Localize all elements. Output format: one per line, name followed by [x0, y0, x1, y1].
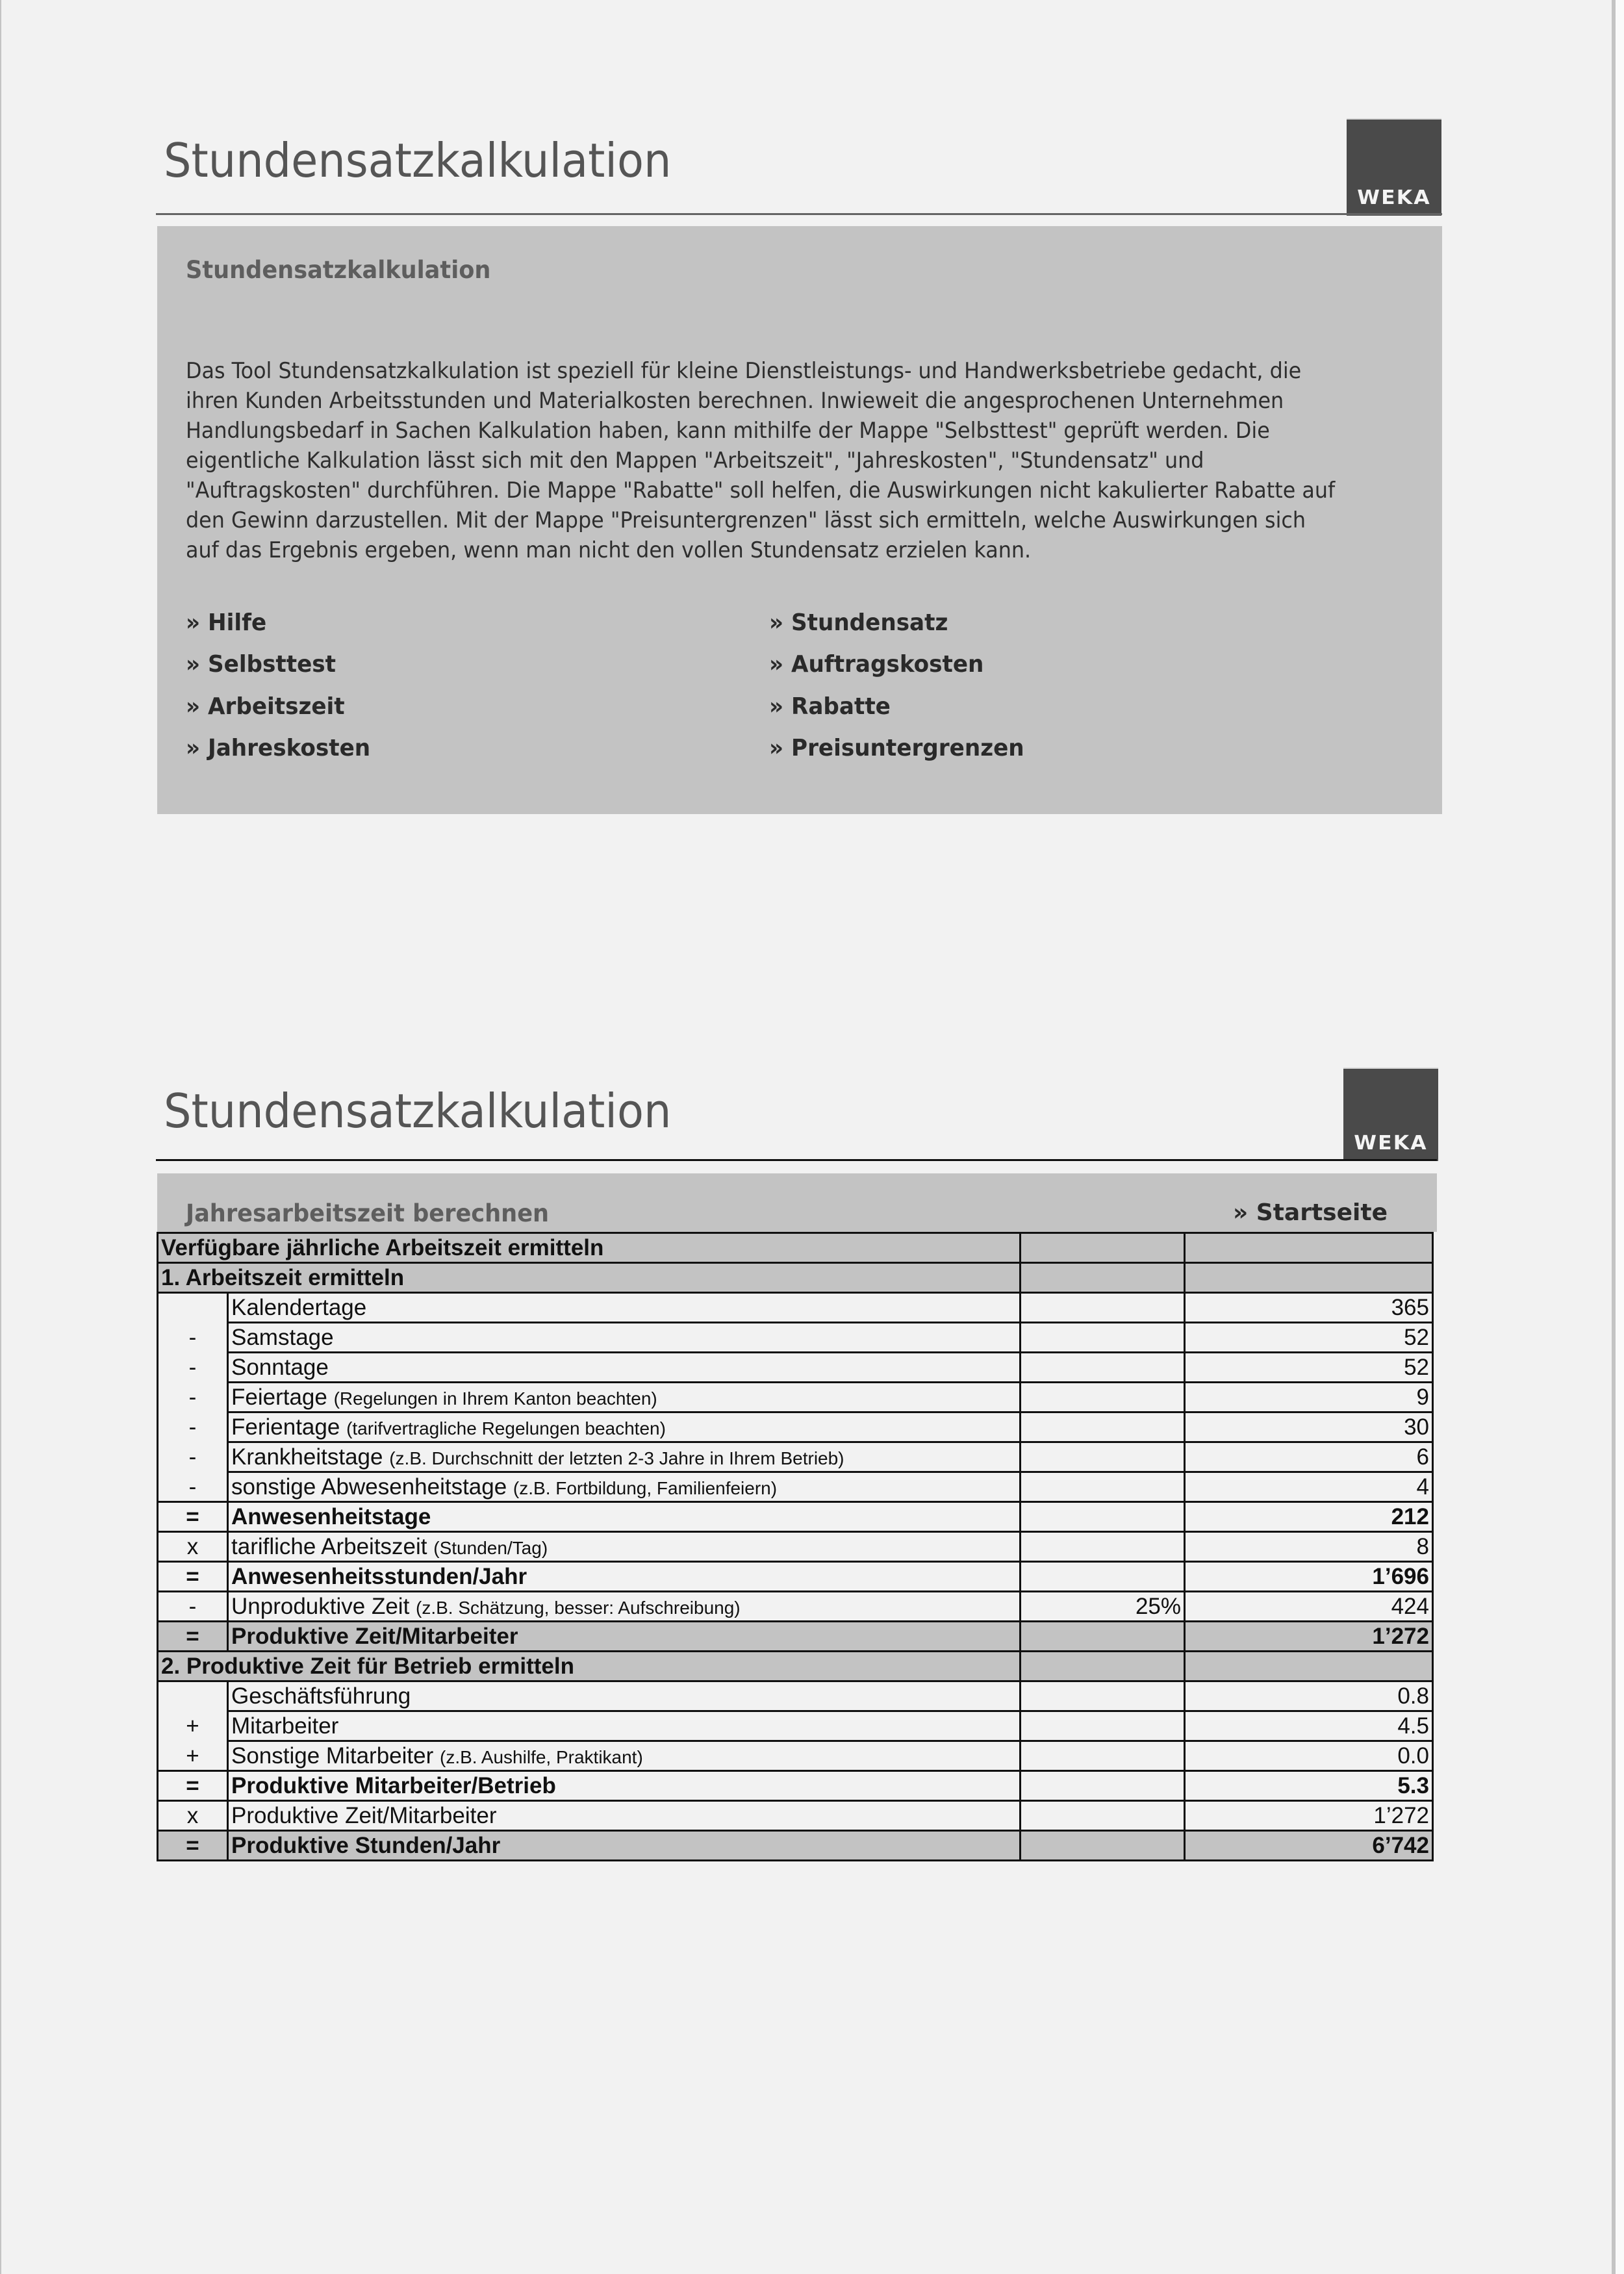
operator-cell: - — [158, 1323, 228, 1353]
percent-cell — [1021, 1442, 1185, 1472]
weka-logo-2 — [1343, 1067, 1438, 1161]
link-rabatte[interactable]: » Rabatte — [769, 693, 891, 720]
header-divider — [156, 213, 1442, 215]
label-cell — [228, 1771, 1021, 1801]
row-label: Sonntage — [231, 1354, 329, 1380]
pct-cell — [1021, 1652, 1185, 1681]
value-cell: 6’742 — [1185, 1831, 1433, 1861]
value-cell: 1’696 — [1185, 1562, 1433, 1592]
operator-cell: x — [158, 1532, 228, 1562]
percent-cell — [1021, 1771, 1185, 1801]
table-row — [158, 1622, 1433, 1652]
label-cell — [228, 1323, 1021, 1353]
row-label: tarifliche Arbeitszeit — [231, 1533, 427, 1559]
value-cell — [1185, 1652, 1433, 1681]
panel-heading: Stundensatzkalkulation — [186, 256, 491, 284]
label-cell — [228, 1741, 1021, 1771]
value-cell[interactable]: 1’272 — [1185, 1801, 1433, 1831]
row-label: Krankheitstage — [231, 1444, 383, 1470]
value-cell: 5.3 — [1185, 1771, 1433, 1801]
label-cell — [228, 1681, 1021, 1711]
value-cell — [1185, 1233, 1433, 1263]
row-note: (z.B. Durchschnitt der letzten 2-3 Jahre in Ihrem Betrieb) — [389, 1448, 844, 1468]
link-hilfe[interactable]: » Hilfe — [186, 609, 267, 636]
operator-cell: - — [158, 1472, 228, 1502]
sheet-header — [157, 1173, 1437, 1232]
percent-cell — [1021, 1502, 1185, 1532]
row-label: Anwesenheitstage — [231, 1503, 431, 1529]
row-note: (z.B. Aushilfe, Praktikant) — [440, 1746, 643, 1767]
row-label: Geschäftsführung — [231, 1683, 411, 1709]
table-row — [158, 1502, 1433, 1532]
percent-cell — [1021, 1831, 1185, 1861]
label-cell — [228, 1801, 1021, 1831]
label-cell — [228, 1592, 1021, 1622]
value-cell[interactable]: 6 — [1185, 1442, 1433, 1472]
section-row — [158, 1652, 1433, 1681]
operator-cell: - — [158, 1412, 228, 1442]
label-cell — [228, 1562, 1021, 1592]
row-label: Samstage — [231, 1324, 334, 1350]
label-cell — [228, 1442, 1021, 1472]
label-cell — [228, 1502, 1021, 1532]
operator-cell: x — [158, 1801, 228, 1831]
row-note: (z.B. Fortbildung, Familienfeiern) — [513, 1477, 778, 1498]
table-row — [158, 1831, 1433, 1861]
link-jahreskosten[interactable]: » Jahreskosten — [186, 735, 371, 761]
row-label: Unproduktive Zeit — [231, 1593, 410, 1619]
value-cell[interactable]: 4.5 — [1185, 1711, 1433, 1741]
value-cell[interactable]: 52 — [1185, 1323, 1433, 1353]
operator-cell: - — [158, 1383, 228, 1412]
table-heading-row — [158, 1233, 1433, 1263]
table-row — [158, 1293, 1433, 1323]
percent-cell — [1021, 1711, 1185, 1741]
value-cell[interactable]: 30 — [1185, 1412, 1433, 1442]
percent-cell — [1021, 1383, 1185, 1412]
value-cell: 1’272 — [1185, 1622, 1433, 1652]
row-label: Sonstige Mitarbeiter — [231, 1743, 434, 1769]
link-stundensatz[interactable]: » Stundensatz — [769, 609, 948, 636]
row-note: (z.B. Schätzung, besser: Aufschreibung) — [416, 1597, 741, 1618]
intro-text: Das Tool Stundensatzkalkulation ist speziell für kleine Dienstleistungs- und Handwerksbetriebe gedacht, die ihren Kunden Arbeitsstunden und Materialkosten berechnen. Inwieweit die angesprochenen Unternehmen Handlungsbedarf in Sachen Kalkulation haben, kann mithilfe der Mappe "Selbsttest" geprüft werden. Die eigentliche Kalkulation lässt sich mit den Mappen "Arbeitszeit", "Jahreskosten", "Stundensatz" und "Auftragskosten" durchführen. Die Mappe "Rabatte" soll helfen, die Auswirkungen nicht kakulierter Rabatte auf den Gewinn darzustellen. Mit der Mappe "Preisuntergrenzen" lässt sich ermitteln, welche Auswirkungen sich auf das Ergebnis ergeben, wenn man nicht den vollen Stundensatz erzielen kann. — [186, 358, 1336, 563]
value-cell[interactable]: 9 — [1185, 1383, 1433, 1412]
value-cell — [1185, 1263, 1433, 1293]
row-label: Produktive Stunden/Jahr — [231, 1832, 501, 1858]
page-margin-right — [1616, 0, 1624, 2274]
row-label: Kalendertage — [231, 1294, 367, 1320]
value-cell[interactable]: 8 — [1185, 1532, 1433, 1562]
percent-cell — [1021, 1681, 1185, 1711]
row-note: (Stunden/Tag) — [433, 1537, 548, 1558]
operator-cell: = — [158, 1771, 228, 1801]
percent-cell — [1021, 1801, 1185, 1831]
header-divider-2 — [156, 1159, 1437, 1161]
worktime-table — [157, 1232, 1434, 1861]
table-row — [158, 1741, 1433, 1771]
label-cell — [228, 1711, 1021, 1741]
table-row — [158, 1353, 1433, 1383]
label-cell — [228, 1532, 1021, 1562]
link-auftragskosten[interactable]: » Auftragskosten — [769, 651, 984, 678]
pct-cell — [1021, 1263, 1185, 1293]
label-cell — [228, 1353, 1021, 1383]
operator-cell — [158, 1293, 228, 1323]
logo-text-2: WEKA — [1354, 1132, 1428, 1155]
value-cell[interactable]: 52 — [1185, 1353, 1433, 1383]
value-cell: 212 — [1185, 1502, 1433, 1532]
page-title: Stundensatzkalkulation — [164, 133, 672, 188]
logo-text: WEKA — [1357, 186, 1431, 209]
operator-cell: - — [158, 1353, 228, 1383]
operator-cell: = — [158, 1622, 228, 1652]
percent-cell — [1021, 1323, 1185, 1353]
value-cell[interactable]: 0.0 — [1185, 1741, 1433, 1771]
section-heading-1: 1. Arbeitszeit ermitteln — [158, 1263, 1021, 1293]
sheet-subtitle: Jahresarbeitszeit berechnen — [186, 1199, 550, 1227]
table-row — [158, 1771, 1433, 1801]
percent-cell — [1021, 1741, 1185, 1771]
pct-cell — [1021, 1233, 1185, 1263]
table-row — [158, 1472, 1433, 1502]
table-row — [158, 1323, 1433, 1353]
label-cell — [228, 1831, 1021, 1861]
row-note: (tarifvertragliche Regelungen beachten) — [346, 1418, 666, 1438]
percent-cell — [1021, 1622, 1185, 1652]
operator-cell: + — [158, 1741, 228, 1771]
row-label: sonstige Abwesenheitstage — [231, 1474, 507, 1500]
operator-cell: + — [158, 1711, 228, 1741]
percent-cell — [1021, 1412, 1185, 1442]
operator-cell — [158, 1681, 228, 1711]
table-row — [158, 1412, 1433, 1442]
label-cell — [228, 1472, 1021, 1502]
row-label: Produktive Mitarbeiter/Betrieb — [231, 1772, 556, 1798]
operator-cell: = — [158, 1831, 228, 1861]
value-cell[interactable]: 0.8 — [1185, 1681, 1433, 1711]
percent-cell — [1021, 1532, 1185, 1562]
section-row — [158, 1263, 1433, 1293]
row-note: (Regelungen in Ihrem Kanton beachten) — [333, 1388, 657, 1409]
link-arbeitszeit[interactable]: » Arbeitszeit — [186, 693, 345, 720]
page-edge-left — [0, 0, 1, 2274]
section-heading-2: 2. Produktive Zeit für Betrieb ermitteln — [158, 1652, 1021, 1681]
table-heading: Verfügbare jährliche Arbeitszeit ermitteln — [158, 1233, 1021, 1263]
row-label: Anwesenheitsstunden/Jahr — [231, 1563, 527, 1589]
percent-cell — [1021, 1353, 1185, 1383]
percent-cell — [1021, 1562, 1185, 1592]
table-row — [158, 1383, 1433, 1412]
label-cell — [228, 1293, 1021, 1323]
value-cell[interactable]: 424 — [1185, 1592, 1433, 1622]
row-label: Ferientage — [231, 1414, 340, 1440]
label-cell — [228, 1383, 1021, 1412]
table-row — [158, 1442, 1433, 1472]
table-row — [158, 1681, 1433, 1711]
row-label: Mitarbeiter — [231, 1713, 339, 1739]
operator-cell: = — [158, 1562, 228, 1592]
row-label: Produktive Zeit/Mitarbeiter — [231, 1802, 497, 1828]
operator-cell: = — [158, 1502, 228, 1532]
label-cell — [228, 1622, 1021, 1652]
link-preisuntergrenzen[interactable]: » Preisuntergrenzen — [769, 735, 1024, 761]
row-label: Feiertage — [231, 1384, 327, 1410]
operator-cell: - — [158, 1592, 228, 1622]
percent-cell[interactable]: 25% — [1021, 1592, 1185, 1622]
weka-logo — [1347, 118, 1441, 216]
link-selbsttest[interactable]: » Selbsttest — [186, 651, 336, 678]
operator-cell: - — [158, 1442, 228, 1472]
percent-cell — [1021, 1293, 1185, 1323]
value-cell[interactable]: 365 — [1185, 1293, 1433, 1323]
link-startseite[interactable]: » Startseite — [1233, 1199, 1388, 1226]
page-title-2: Stundensatzkalkulation — [164, 1084, 672, 1138]
table-row — [158, 1592, 1433, 1622]
table-row — [158, 1801, 1433, 1831]
value-cell[interactable]: 4 — [1185, 1472, 1433, 1502]
table-row — [158, 1562, 1433, 1592]
table-row — [158, 1711, 1433, 1741]
percent-cell — [1021, 1472, 1185, 1502]
label-cell — [228, 1412, 1021, 1442]
table-row — [158, 1532, 1433, 1562]
row-label: Produktive Zeit/Mitarbeiter — [231, 1623, 518, 1649]
intro-panel — [157, 226, 1442, 814]
